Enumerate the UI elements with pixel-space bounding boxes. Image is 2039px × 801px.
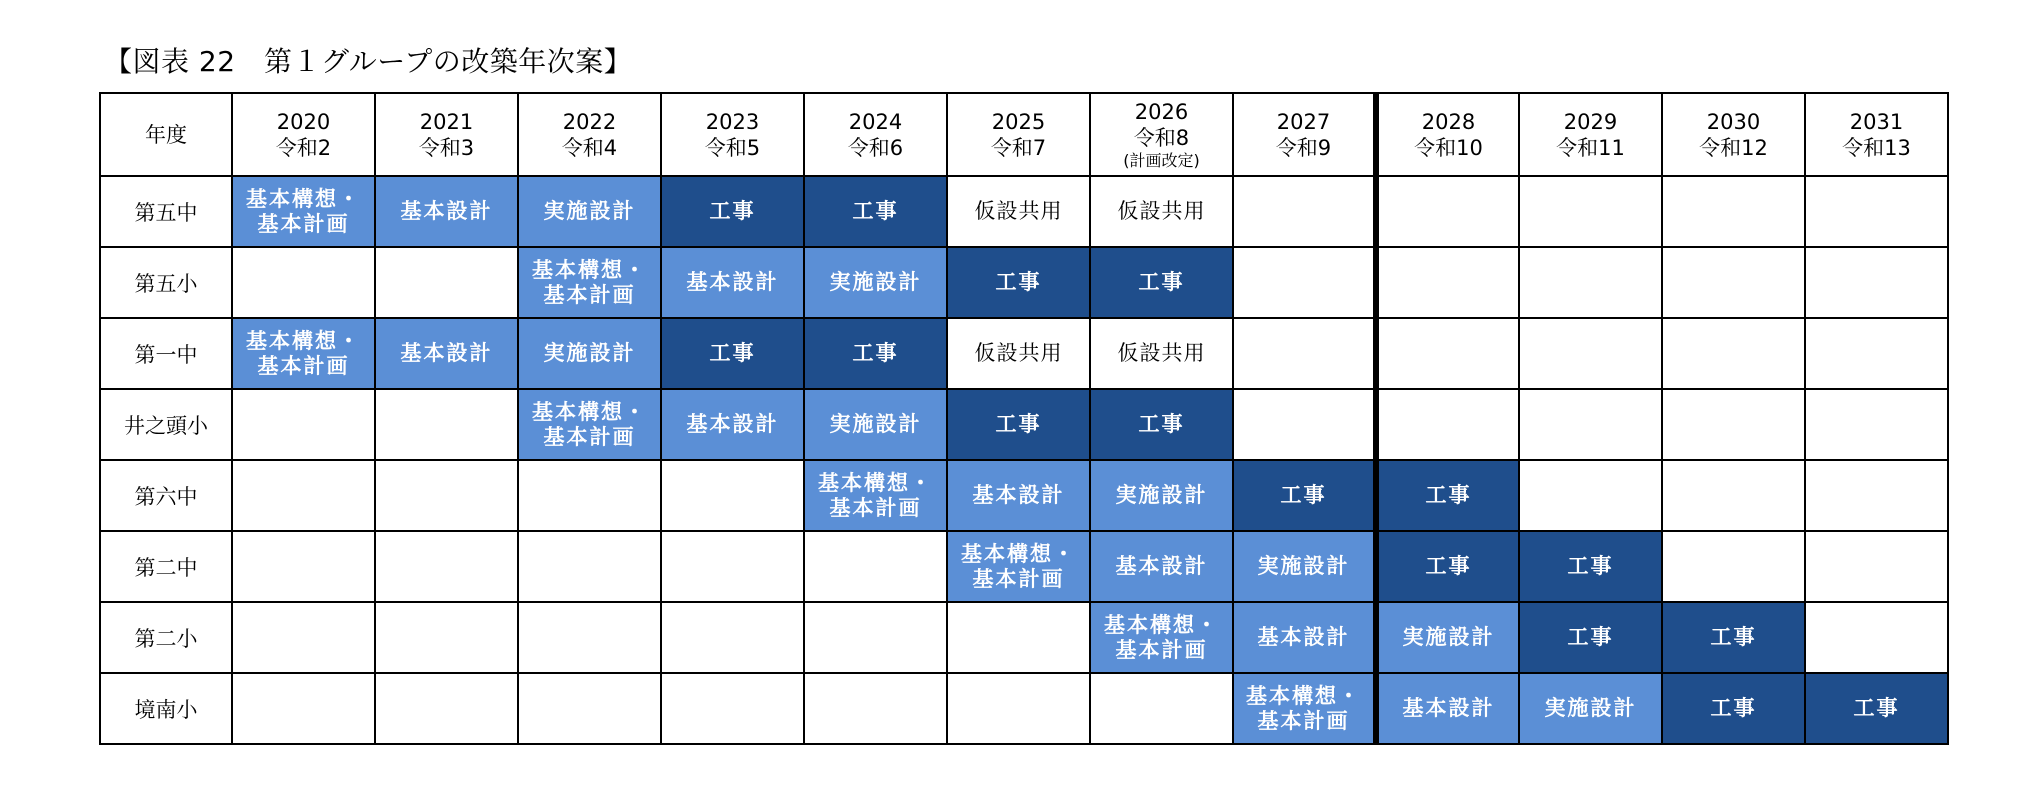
cell-text: 基本計画 bbox=[543, 282, 636, 307]
schedule-cell-empty bbox=[1519, 460, 1662, 531]
cell-text: 工事 bbox=[709, 199, 756, 223]
year-header-2024 bbox=[804, 93, 947, 176]
year-label: 2031 bbox=[1849, 109, 1904, 134]
schedule-cell-empty bbox=[804, 602, 947, 673]
cell-text: 基本計画 bbox=[1115, 637, 1208, 662]
schedule-cell-plain bbox=[947, 318, 1090, 389]
cell-text: 基本設計 bbox=[400, 341, 493, 365]
year-header-2030 bbox=[1662, 93, 1805, 176]
schedule-cell-empty bbox=[1376, 389, 1519, 460]
schedule-cell-empty bbox=[1519, 247, 1662, 318]
schedule-cell-empty bbox=[1233, 247, 1376, 318]
cell-text: 工事 bbox=[1567, 554, 1614, 578]
schedule-cell-exec bbox=[1519, 673, 1662, 744]
schedule-cell-empty bbox=[375, 247, 518, 318]
year-label: 2026 bbox=[1134, 99, 1189, 124]
cell-text: 基本設計 bbox=[972, 483, 1065, 507]
schedule-cell-empty bbox=[232, 389, 375, 460]
schedule-cell-plain bbox=[1090, 318, 1233, 389]
schedule-cell-work bbox=[1805, 673, 1948, 744]
schedule-cell-empty bbox=[661, 673, 804, 744]
schedule-cell-design bbox=[375, 318, 518, 389]
cell-text: 実施設計 bbox=[829, 412, 922, 436]
cell-text: 基本設計 bbox=[400, 199, 493, 223]
cell-text: 基本計画 bbox=[972, 566, 1065, 591]
cell-text: 工事 bbox=[1138, 412, 1185, 436]
cell-text: 仮設共用 bbox=[974, 199, 1063, 223]
schedule-cell-empty bbox=[375, 673, 518, 744]
schedule-cell-empty bbox=[1519, 389, 1662, 460]
cell-text: 工事 bbox=[1853, 696, 1900, 720]
schedule-cell-exec bbox=[518, 318, 661, 389]
cell-text: 工事 bbox=[709, 341, 756, 365]
schedule-cell-empty bbox=[518, 673, 661, 744]
year-label: 2025 bbox=[991, 109, 1046, 134]
cell-text: 実施設計 bbox=[543, 341, 636, 365]
year-header-2031 bbox=[1805, 93, 1948, 176]
schedule-cell-design bbox=[947, 460, 1090, 531]
school-name: 井之頭小 bbox=[100, 389, 232, 460]
schedule-cell-empty bbox=[232, 673, 375, 744]
year-label: 2022 bbox=[562, 109, 617, 134]
table-row bbox=[100, 389, 1948, 460]
schedule-cell-work bbox=[1090, 389, 1233, 460]
year-header-2020 bbox=[232, 93, 375, 176]
schedule-cell-empty bbox=[1662, 176, 1805, 247]
schedule-cell-empty bbox=[1233, 389, 1376, 460]
year-corner-header: 年度 bbox=[100, 93, 232, 176]
year-note: (計画改定) bbox=[1123, 150, 1200, 170]
schedule-cell-empty bbox=[232, 531, 375, 602]
era-label: 令和5 bbox=[704, 135, 761, 160]
schedule-cell-empty bbox=[1519, 318, 1662, 389]
cell-text: 工事 bbox=[1710, 696, 1757, 720]
schedule-cell-empty bbox=[947, 602, 1090, 673]
schedule-cell-plan bbox=[804, 460, 947, 531]
schedule-cell-empty bbox=[1662, 247, 1805, 318]
schedule-cell-empty bbox=[375, 460, 518, 531]
cell-text: 仮設共用 bbox=[1117, 199, 1206, 223]
cell-text: 基本設計 bbox=[686, 270, 779, 294]
schedule-cell-empty bbox=[1805, 389, 1948, 460]
schedule-cell-empty bbox=[1090, 673, 1233, 744]
schedule-cell-empty bbox=[1662, 318, 1805, 389]
schedule-cell-work bbox=[1376, 460, 1519, 531]
cell-text: 実施設計 bbox=[543, 199, 636, 223]
school-name: 境南小 bbox=[100, 673, 232, 744]
cell-text: 実施設計 bbox=[1402, 625, 1495, 649]
schedule-cell-empty bbox=[1805, 176, 1948, 247]
table-row bbox=[100, 673, 1948, 744]
schedule-cell-empty bbox=[1805, 247, 1948, 318]
schedule-cell-empty bbox=[1376, 176, 1519, 247]
cell-text: 工事 bbox=[995, 412, 1042, 436]
year-header-2023 bbox=[661, 93, 804, 176]
schedule-cell-empty bbox=[1519, 176, 1662, 247]
schedule-cell-empty bbox=[518, 531, 661, 602]
schedule-cell-work bbox=[1090, 247, 1233, 318]
schedule-cell-empty bbox=[1662, 389, 1805, 460]
figure-title: 【図表 22 第１グループの改築年次案】 bbox=[104, 45, 633, 78]
cell-text: 基本構想・ bbox=[961, 541, 1076, 566]
year-label: 2024 bbox=[848, 109, 903, 134]
schedule-cell-empty bbox=[661, 531, 804, 602]
schedule-cell-exec bbox=[1090, 460, 1233, 531]
schedule-cell-empty bbox=[1805, 602, 1948, 673]
schedule-cell-work bbox=[661, 318, 804, 389]
era-label: 令和12 bbox=[1699, 135, 1768, 160]
cell-text: 基本構想・ bbox=[532, 257, 647, 282]
cell-text: 基本構想・ bbox=[246, 186, 361, 211]
year-label: 2028 bbox=[1421, 109, 1476, 134]
schedule-cell-empty bbox=[1376, 318, 1519, 389]
schedule-cell-work bbox=[947, 247, 1090, 318]
schedule-cell-plan bbox=[947, 531, 1090, 602]
cell-text: 基本構想・ bbox=[532, 399, 647, 424]
schedule-cell-empty bbox=[232, 247, 375, 318]
era-label: 令和13 bbox=[1842, 135, 1911, 160]
schedule-cell-design bbox=[375, 176, 518, 247]
era-label: 令和9 bbox=[1275, 135, 1332, 160]
cell-text: 基本構想・ bbox=[1246, 683, 1361, 708]
schedule-cell-work bbox=[804, 318, 947, 389]
schedule-cell-design bbox=[661, 389, 804, 460]
table-row bbox=[100, 602, 1948, 673]
schedule-cell-empty bbox=[947, 673, 1090, 744]
cell-text: 工事 bbox=[852, 341, 899, 365]
cell-text: 工事 bbox=[1138, 270, 1185, 294]
cell-text: 工事 bbox=[1567, 625, 1614, 649]
cell-text: 仮設共用 bbox=[974, 341, 1063, 365]
era-label: 令和11 bbox=[1556, 135, 1625, 160]
schedule-cell-empty bbox=[804, 673, 947, 744]
year-header-2029 bbox=[1519, 93, 1662, 176]
cell-text: 基本設計 bbox=[686, 412, 779, 436]
cell-text: 工事 bbox=[1425, 554, 1472, 578]
cell-text: 実施設計 bbox=[829, 270, 922, 294]
schedule-cell-plan bbox=[518, 247, 661, 318]
schedule-cell-plan bbox=[1233, 673, 1376, 744]
schedule-cell-empty bbox=[375, 602, 518, 673]
cell-text: 基本構想・ bbox=[818, 470, 933, 495]
schedule-cell-empty bbox=[518, 602, 661, 673]
cell-text: 工事 bbox=[852, 199, 899, 223]
schedule-cell-work bbox=[661, 176, 804, 247]
schedule-cell-empty bbox=[661, 602, 804, 673]
year-header-2026 bbox=[1090, 93, 1233, 176]
school-name: 第二中 bbox=[100, 531, 232, 602]
year-header-2027 bbox=[1233, 93, 1376, 176]
table-row bbox=[100, 176, 1948, 247]
year-header-2022 bbox=[518, 93, 661, 176]
schedule-body bbox=[100, 176, 1948, 744]
schedule-cell-empty bbox=[1805, 531, 1948, 602]
era-label: 令和4 bbox=[561, 135, 618, 160]
school-name: 第五小 bbox=[100, 247, 232, 318]
cell-text: 工事 bbox=[1280, 483, 1327, 507]
cell-text: 実施設計 bbox=[1257, 554, 1350, 578]
schedule-cell-work bbox=[1662, 602, 1805, 673]
cell-text: 基本計画 bbox=[257, 353, 350, 378]
schedule-cell-empty bbox=[1662, 460, 1805, 531]
schedule-cell-work bbox=[1519, 602, 1662, 673]
table-row bbox=[100, 247, 1948, 318]
schedule-cell-empty bbox=[375, 531, 518, 602]
year-label: 2027 bbox=[1276, 109, 1331, 134]
schedule-cell-empty bbox=[518, 460, 661, 531]
schedule-cell-work bbox=[1376, 531, 1519, 602]
schedule-cell-plan bbox=[1090, 602, 1233, 673]
year-label: 2029 bbox=[1563, 109, 1618, 134]
schedule-cell-plan bbox=[232, 176, 375, 247]
school-name: 第六中 bbox=[100, 460, 232, 531]
cell-text: 基本設計 bbox=[1115, 554, 1208, 578]
year-label: 2023 bbox=[705, 109, 760, 134]
schedule-cell-plan bbox=[232, 318, 375, 389]
schedule-cell-empty bbox=[1805, 318, 1948, 389]
cell-text: 工事 bbox=[1710, 625, 1757, 649]
schedule-cell-empty bbox=[375, 389, 518, 460]
schedule-cell-empty bbox=[1662, 531, 1805, 602]
school-name: 第二小 bbox=[100, 602, 232, 673]
schedule-cell-work bbox=[1519, 531, 1662, 602]
schedule-cell-design bbox=[1376, 673, 1519, 744]
era-label: 令和6 bbox=[847, 135, 904, 160]
era-label: 令和10 bbox=[1414, 135, 1483, 160]
year-label: 2020 bbox=[276, 109, 331, 134]
schedule-cell-exec bbox=[1376, 602, 1519, 673]
schedule-table bbox=[99, 92, 1949, 745]
schedule-cell-plain bbox=[947, 176, 1090, 247]
cell-text: 実施設計 bbox=[1115, 483, 1208, 507]
era-label: 令和8 bbox=[1133, 125, 1190, 150]
table-row bbox=[100, 460, 1948, 531]
cell-text: 仮設共用 bbox=[1117, 341, 1206, 365]
header-row bbox=[100, 93, 1948, 176]
schedule-cell-exec bbox=[804, 389, 947, 460]
cell-text: 基本構想・ bbox=[1104, 612, 1219, 637]
table-row bbox=[100, 531, 1948, 602]
cell-text: 実施設計 bbox=[1544, 696, 1637, 720]
schedule-cell-empty bbox=[1376, 247, 1519, 318]
schedule-cell-design bbox=[661, 247, 804, 318]
year-header-2021 bbox=[375, 93, 518, 176]
schedule-cell-plain bbox=[1090, 176, 1233, 247]
schedule-cell-work bbox=[1233, 460, 1376, 531]
schedule-cell-design bbox=[1233, 602, 1376, 673]
cell-text: 工事 bbox=[1425, 483, 1472, 507]
cell-text: 基本設計 bbox=[1257, 625, 1350, 649]
year-label: 2021 bbox=[419, 109, 474, 134]
cell-text: 基本設計 bbox=[1402, 696, 1495, 720]
era-label: 令和3 bbox=[418, 135, 475, 160]
cell-text: 基本計画 bbox=[257, 211, 350, 236]
schedule-cell-empty bbox=[1805, 460, 1948, 531]
era-label: 令和2 bbox=[275, 135, 332, 160]
year-header-2025 bbox=[947, 93, 1090, 176]
school-name: 第一中 bbox=[100, 318, 232, 389]
cell-text: 基本構想・ bbox=[246, 328, 361, 353]
schedule-cell-work bbox=[947, 389, 1090, 460]
schedule-cell-work bbox=[1662, 673, 1805, 744]
year-header-2028 bbox=[1376, 93, 1519, 176]
table-row bbox=[100, 318, 1948, 389]
schedule-cell-empty bbox=[1233, 318, 1376, 389]
school-name: 第五中 bbox=[100, 176, 232, 247]
era-label: 令和7 bbox=[990, 135, 1047, 160]
schedule-cell-exec bbox=[804, 247, 947, 318]
schedule-cell-work bbox=[804, 176, 947, 247]
schedule-cell-empty bbox=[661, 460, 804, 531]
schedule-cell-exec bbox=[1233, 531, 1376, 602]
schedule-cell-empty bbox=[232, 460, 375, 531]
schedule-cell-design bbox=[1090, 531, 1233, 602]
schedule-cell-plan bbox=[518, 389, 661, 460]
schedule-cell-exec bbox=[518, 176, 661, 247]
year-label: 2030 bbox=[1706, 109, 1761, 134]
schedule-cell-empty bbox=[1233, 176, 1376, 247]
cell-text: 基本計画 bbox=[543, 424, 636, 449]
cell-text: 基本計画 bbox=[829, 495, 922, 520]
cell-text: 基本計画 bbox=[1257, 708, 1350, 733]
schedule-cell-empty bbox=[232, 602, 375, 673]
schedule-cell-empty bbox=[804, 531, 947, 602]
cell-text: 工事 bbox=[995, 270, 1042, 294]
